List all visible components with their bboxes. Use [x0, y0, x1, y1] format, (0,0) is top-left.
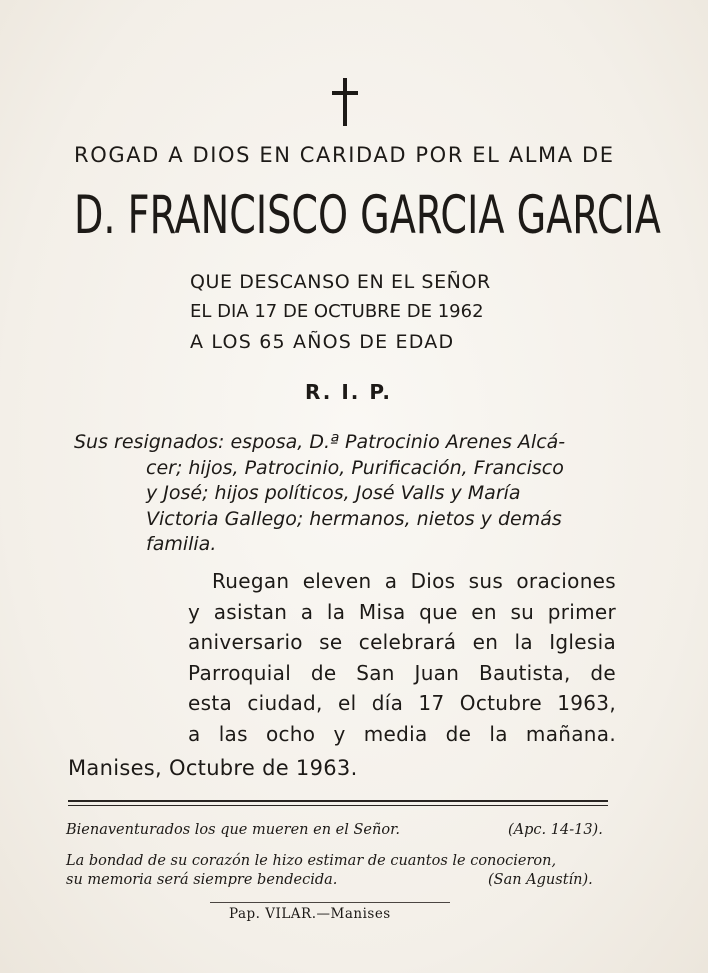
rest-line: QUE DESCANSO EN EL SEÑOR: [190, 271, 491, 293]
request-line: y asistan a la Misa que en su primer: [188, 599, 616, 624]
divider: [68, 805, 608, 806]
place-date: Manises, Octubre de 1963.: [68, 756, 358, 780]
request-line: esta ciudad, el día 17 Octubre 1963,: [188, 691, 616, 715]
request-line: Ruegan eleven a Dios sus oraciones: [212, 569, 616, 593]
quote-text: su memoria será siempre bendecida.: [66, 872, 338, 888]
mourners-paragraph: [74, 430, 619, 558]
rip-text: R. I. P.: [305, 380, 392, 404]
mourners-line: familia.: [146, 533, 217, 555]
quote-reference: (Apc. 14-13).: [508, 822, 603, 838]
divider: [210, 902, 450, 903]
request-line: a las ocho y media de la mañana.: [188, 721, 616, 746]
cross-icon: [332, 78, 358, 126]
quote-text: La bondad de su corazón le hizo estimar de cuantos le conocieron,: [66, 853, 557, 869]
mourners-line: Victoria Gallego; hermanos, nietos y demás: [146, 507, 562, 530]
printer-credit: Pap. VILAR.—Manises: [229, 906, 391, 922]
deceased-name: D. FRANCISCO GARCIA GARCIA: [74, 185, 661, 246]
mourners-line: y José; hijos políticos, José Valls y María: [146, 482, 521, 504]
request-line: aniversario se celebrará en la Iglesia: [188, 630, 616, 654]
rest-line: A LOS 65 AÑOS DE EDAD: [190, 331, 455, 353]
heading: ROGAD A DIOS EN CARIDAD POR EL ALMA DE: [74, 143, 615, 167]
mourners-line: cer; hijos, Patrocinio, Purificación, Francisco: [146, 456, 564, 479]
request-line: Parroquial de San Juan Bautista, de: [188, 660, 616, 685]
quote-reference: (San Agustín).: [488, 872, 593, 888]
divider: [68, 800, 608, 802]
rest-line: EL DIA 17 DE OCTUBRE DE 1962: [190, 301, 484, 322]
quote-text: Bienaventurados los que mueren en el Señor.: [66, 822, 401, 838]
mourners-line: Sus resignados: esposa, D.ª Patrocinio Arenes Alcá-: [74, 431, 566, 453]
request-paragraph: [188, 566, 616, 749]
